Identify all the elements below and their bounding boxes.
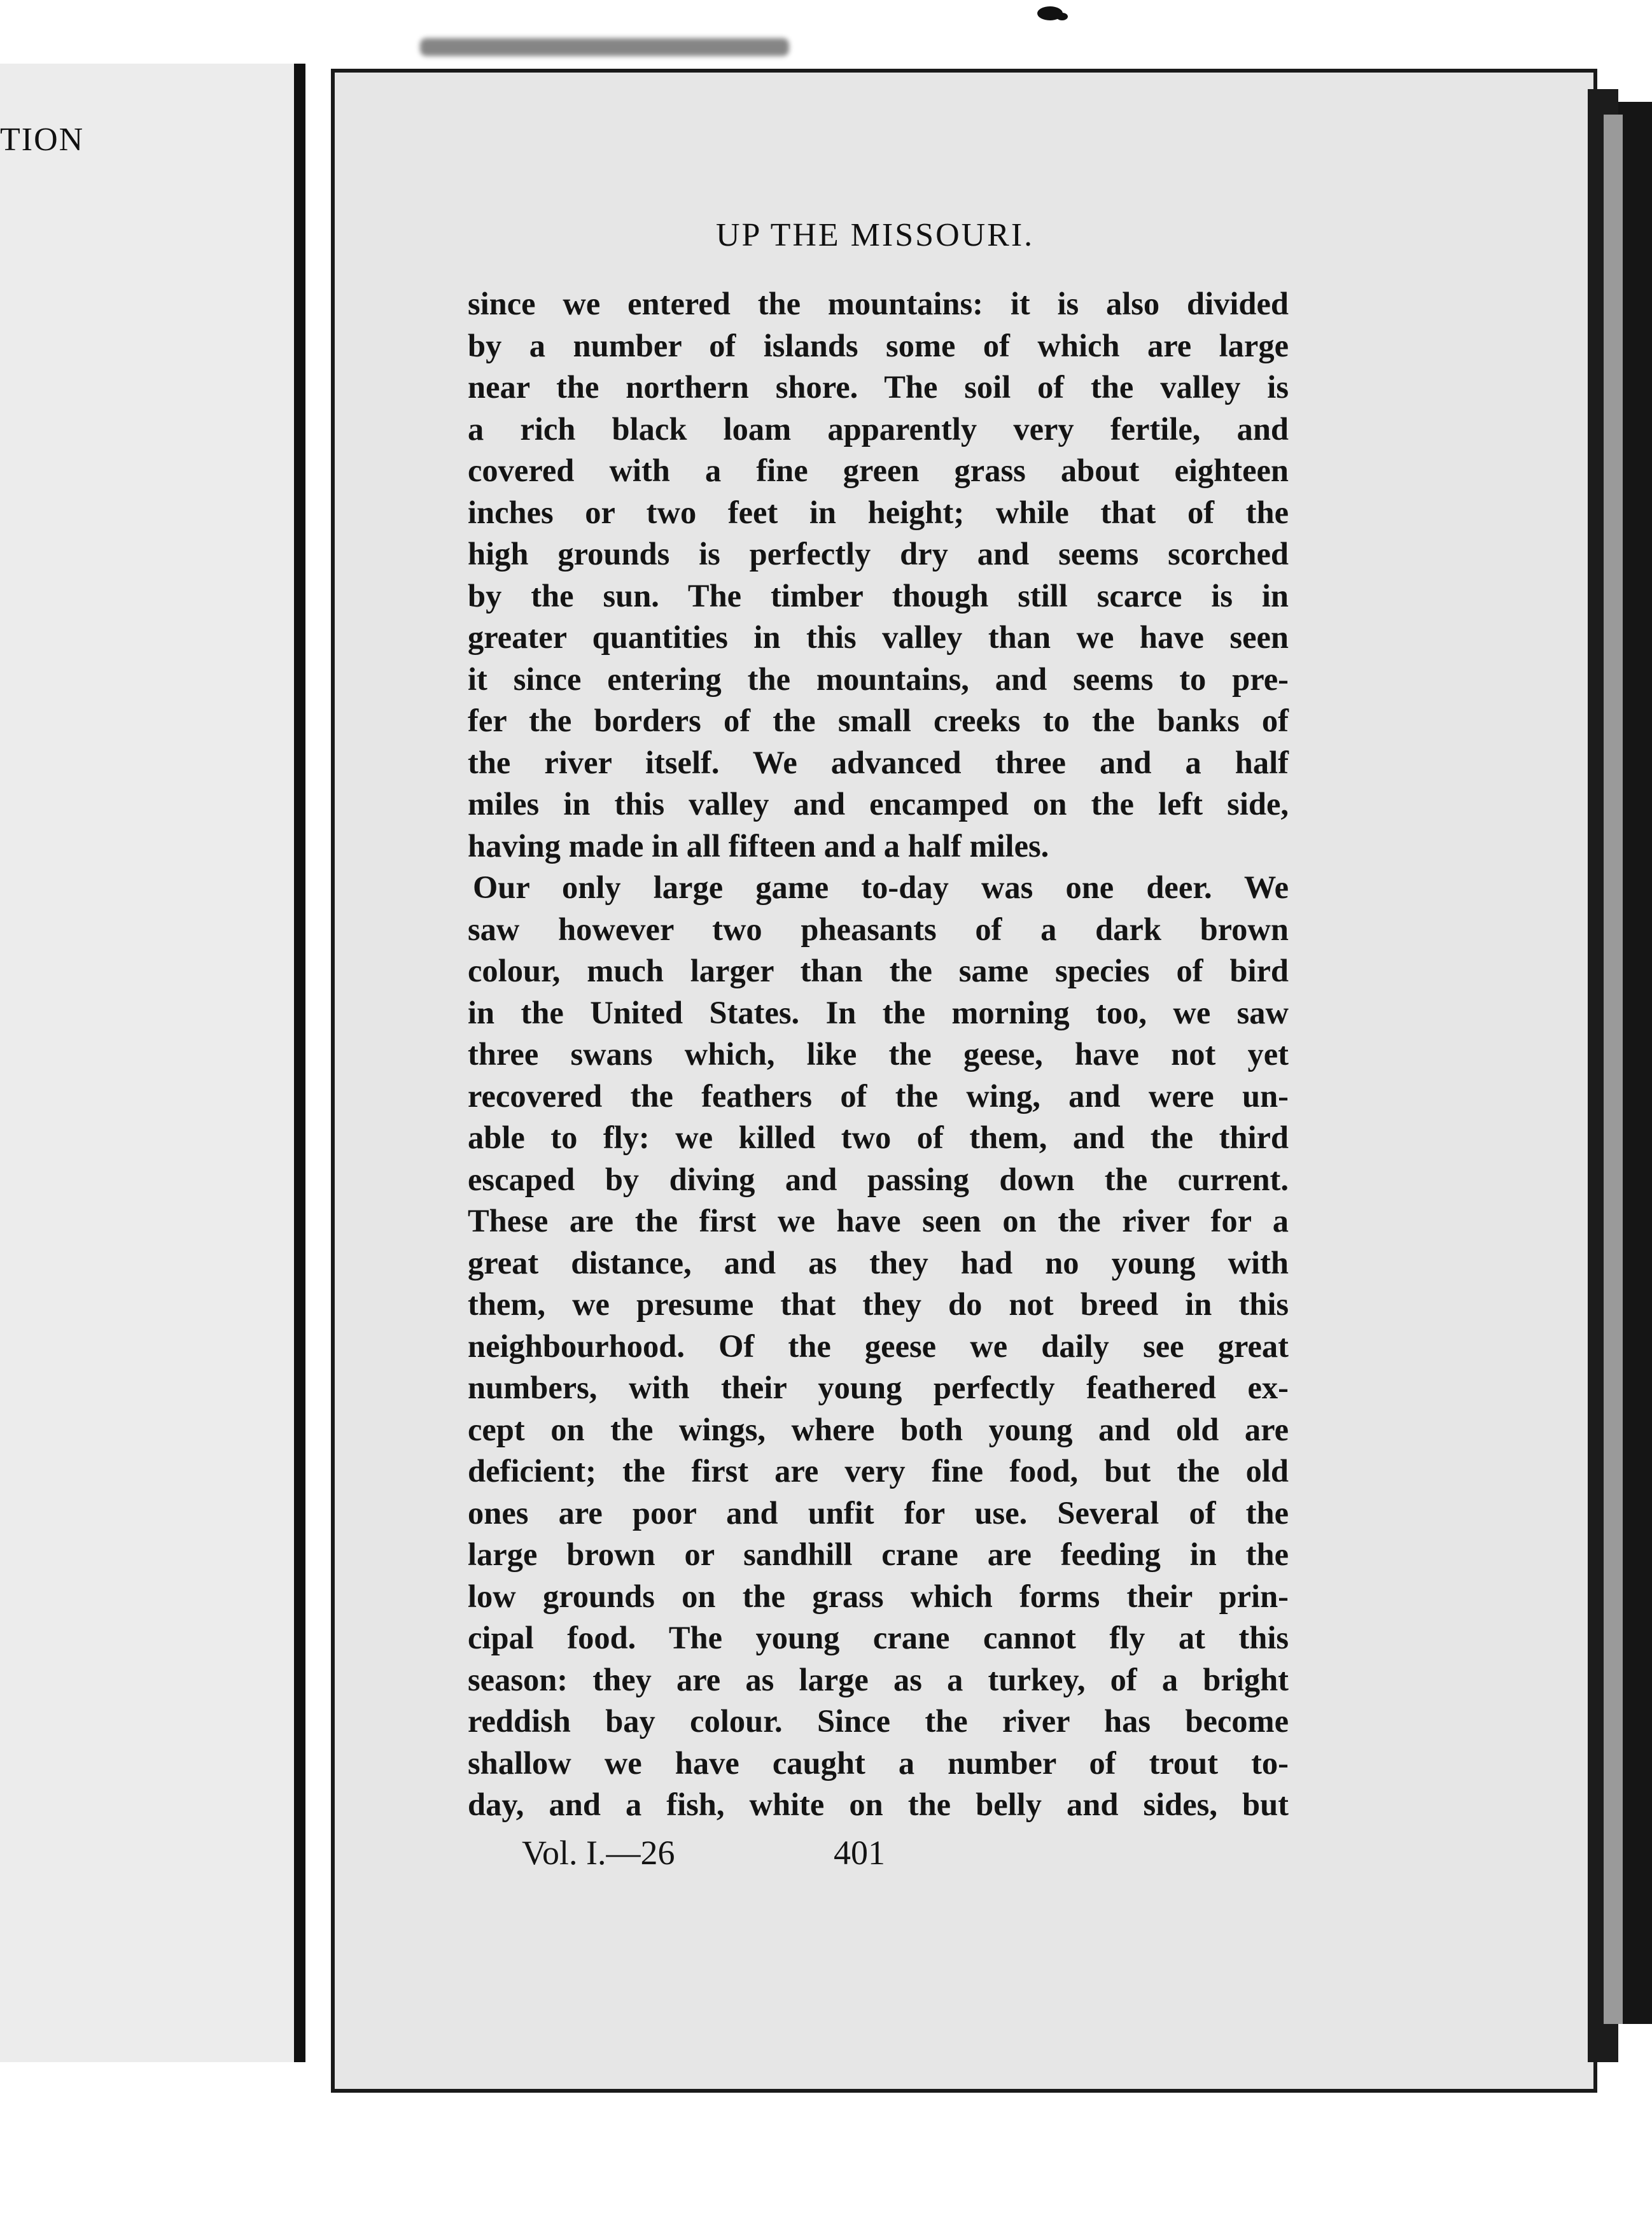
page-body-text: [468, 283, 1289, 1826]
text-line: deficient; the first are very fine food, but the old: [468, 1453, 1289, 1489]
text-line: shallow we have caught a number of trout to-: [468, 1745, 1289, 1781]
text-line: covered with a fine green grass about eighteen: [468, 453, 1289, 488]
text-line: neighbourhood. Of the geese we daily see great: [468, 1328, 1289, 1364]
text-line: by the sun. The timber though still scarce is in: [468, 577, 1289, 614]
text-line: day, and a fish, white on the belly and sides, but: [468, 1787, 1289, 1822]
text-line: escaped by diving and passing down the current.: [468, 1161, 1289, 1197]
text-line: it since entering the mountains, and seems to pre-: [468, 661, 1289, 697]
text-line: ones are poor and unfit for use. Several of the: [468, 1494, 1289, 1531]
running-head: UP THE MISSOURI.: [716, 217, 1035, 253]
text-line: greater quantities in this valley than we have seen: [468, 619, 1289, 655]
page-gutter: [294, 64, 305, 2062]
text-line: Our only large game to-day was one deer. We: [473, 869, 1289, 905]
text-line: a rich black loam apparently very fertile, and: [468, 411, 1289, 447]
text-line: numbers, with their young perfectly feathered ex-: [468, 1370, 1289, 1405]
text-line: season: they are as large as a turkey, of a bright: [468, 1661, 1289, 1697]
text-line: fer the borders of the small creeks to the banks of: [468, 703, 1289, 738]
text-line: saw however two pheasants of a dark brown: [468, 911, 1289, 947]
text-line: These are the first we have seen on the river for a: [468, 1203, 1289, 1239]
left-running-head: TION: [0, 122, 85, 158]
text-line: cept on the wings, where both young and old are: [468, 1411, 1289, 1447]
text-line: three swans which, like the geese, have not yet: [468, 1036, 1289, 1072]
text-line: inches or two feet in height; while that of the: [468, 494, 1289, 530]
text-line: miles in this valley and encamped on the left side,: [468, 786, 1289, 822]
text-line: reddish bay colour. Since the river has become: [468, 1703, 1289, 1739]
text-line: large brown or sandhill crane are feeding in the: [468, 1536, 1289, 1572]
scan-smudge: [420, 38, 789, 56]
text-line: them, we presume that they do not breed in this: [468, 1286, 1289, 1322]
signature-mark: Vol. I.—26: [522, 1834, 675, 1872]
text-line: able to fly: we killed two of them, and the third: [468, 1120, 1289, 1155]
text-line: low grounds on the grass which forms their prin-: [468, 1578, 1289, 1614]
text-line: cipal food. The young crane cannot fly at this: [468, 1620, 1289, 1655]
book-edge: [1618, 102, 1652, 2024]
text-line: since we entered the mountains: it is also divided: [468, 286, 1289, 321]
text-line: colour, much larger than the same species of bird: [468, 953, 1289, 988]
left-page: [0, 64, 305, 2062]
text-line: having made in all fifteen and a half miles.: [468, 827, 1049, 864]
text-line: high grounds is perfectly dry and seems scorched: [468, 536, 1289, 572]
text-line: near the northern shore. The soil of the valley is: [468, 369, 1289, 405]
text-line: in the United States. In the morning too, we saw: [468, 994, 1289, 1030]
book-edge-highlight: [1604, 115, 1623, 2024]
text-line: recovered the feathers of the wing, and were un-: [468, 1078, 1289, 1114]
text-line: the river itself. We advanced three and a half: [468, 744, 1289, 780]
scan-speck: [1056, 13, 1068, 20]
page-number: 401: [834, 1834, 885, 1872]
text-line: by a number of islands some of which are large: [468, 327, 1289, 363]
text-line: great distance, and as they had no young with: [468, 1244, 1289, 1281]
